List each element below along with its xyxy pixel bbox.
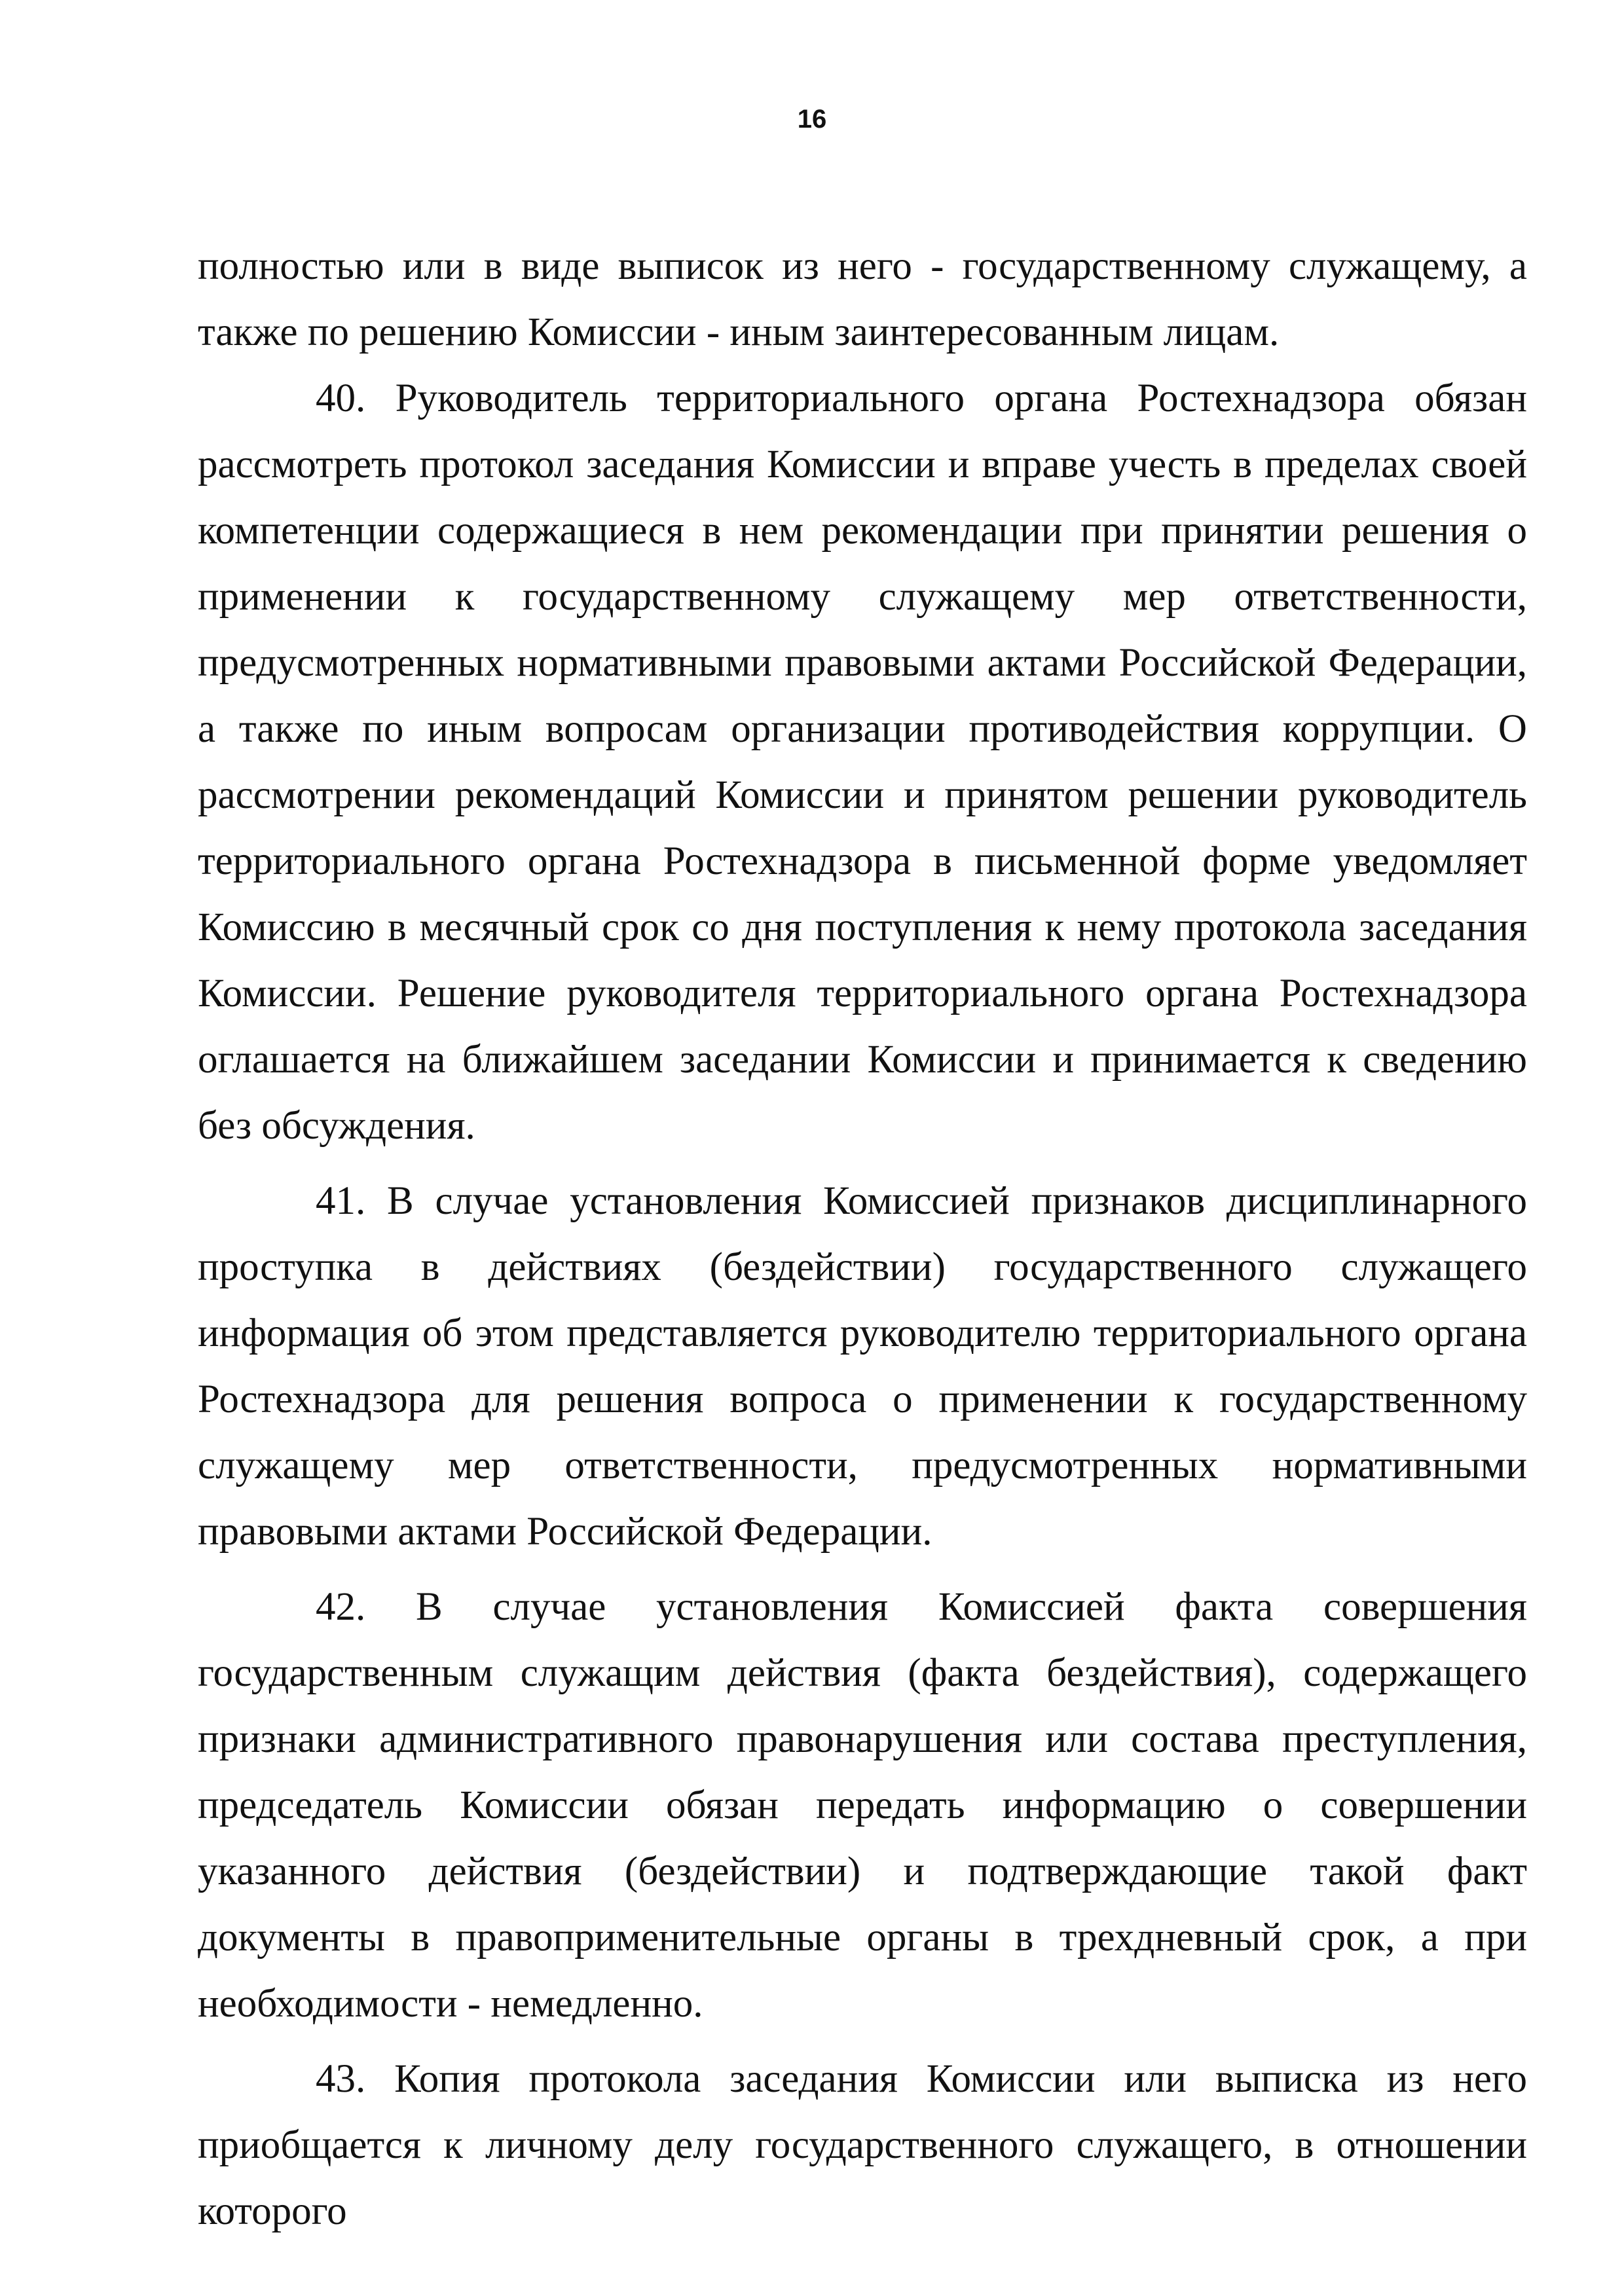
paragraph-40: 40. Руководитель территориального органа Ростехнадзора обязан рассмотреть протокол заседания Комиссии и вправе учесть в пределах своей компетенции содержащиеся в нем рекомендации при принятии решения о применении к государственному служащему мер ответственности, предусмотренных нормативными правовыми актами Российской Федерации, а также по иным вопросам организации противодействия коррупции. О рассмотрении рекомендаций Комиссии и принятом решении руководитель территориального органа Ростехнадзора в письменной форме уведомляет Комиссию в месячный срок со дня поступления к нему протокола заседания Комиссии. Решение руководителя территориального органа Ростехнадзора оглашается на ближайшем заседании Комиссии и принимается к сведению без обсуждения. bbox=[198, 376, 1527, 1148]
document-text bbox=[198, 233, 1527, 2244]
page-number: 16 bbox=[797, 105, 827, 134]
paragraph-42: 42. В случае установления Комиссией факта совершения государственным служащим действия (факта бездействия), содержащего признаки административного правонарушения или состава преступления, председатель Комиссии обязан передать информацию о совершении указанного действия (бездействии) и подтверждающие такой факт документы в правоприменительные органы в трехдневный срок, а при необходимости - немедленно. bbox=[198, 1585, 1527, 2026]
paragraph-continuation: полностью или в виде выписок из него - государственному служащему, а также по решению Комиссии - иным заинтересованным лицам. bbox=[198, 244, 1527, 354]
paragraph-43: 43. Копия протокола заседания Комиссии или выписка из него приобщается к личному делу государственного служащего, в отношении которого bbox=[198, 2057, 1527, 2233]
paragraph-41: 41. В случае установления Комиссией признаков дисциплинарного проступка в действиях (бездействии) государственного служащего информация об этом представляется руководителю территориального органа Ростехнадзора для решения вопроса о применении к государственному служащему мер ответственности, предусмотренных нормативными правовыми актами Российской Федерации. bbox=[198, 1179, 1527, 1554]
